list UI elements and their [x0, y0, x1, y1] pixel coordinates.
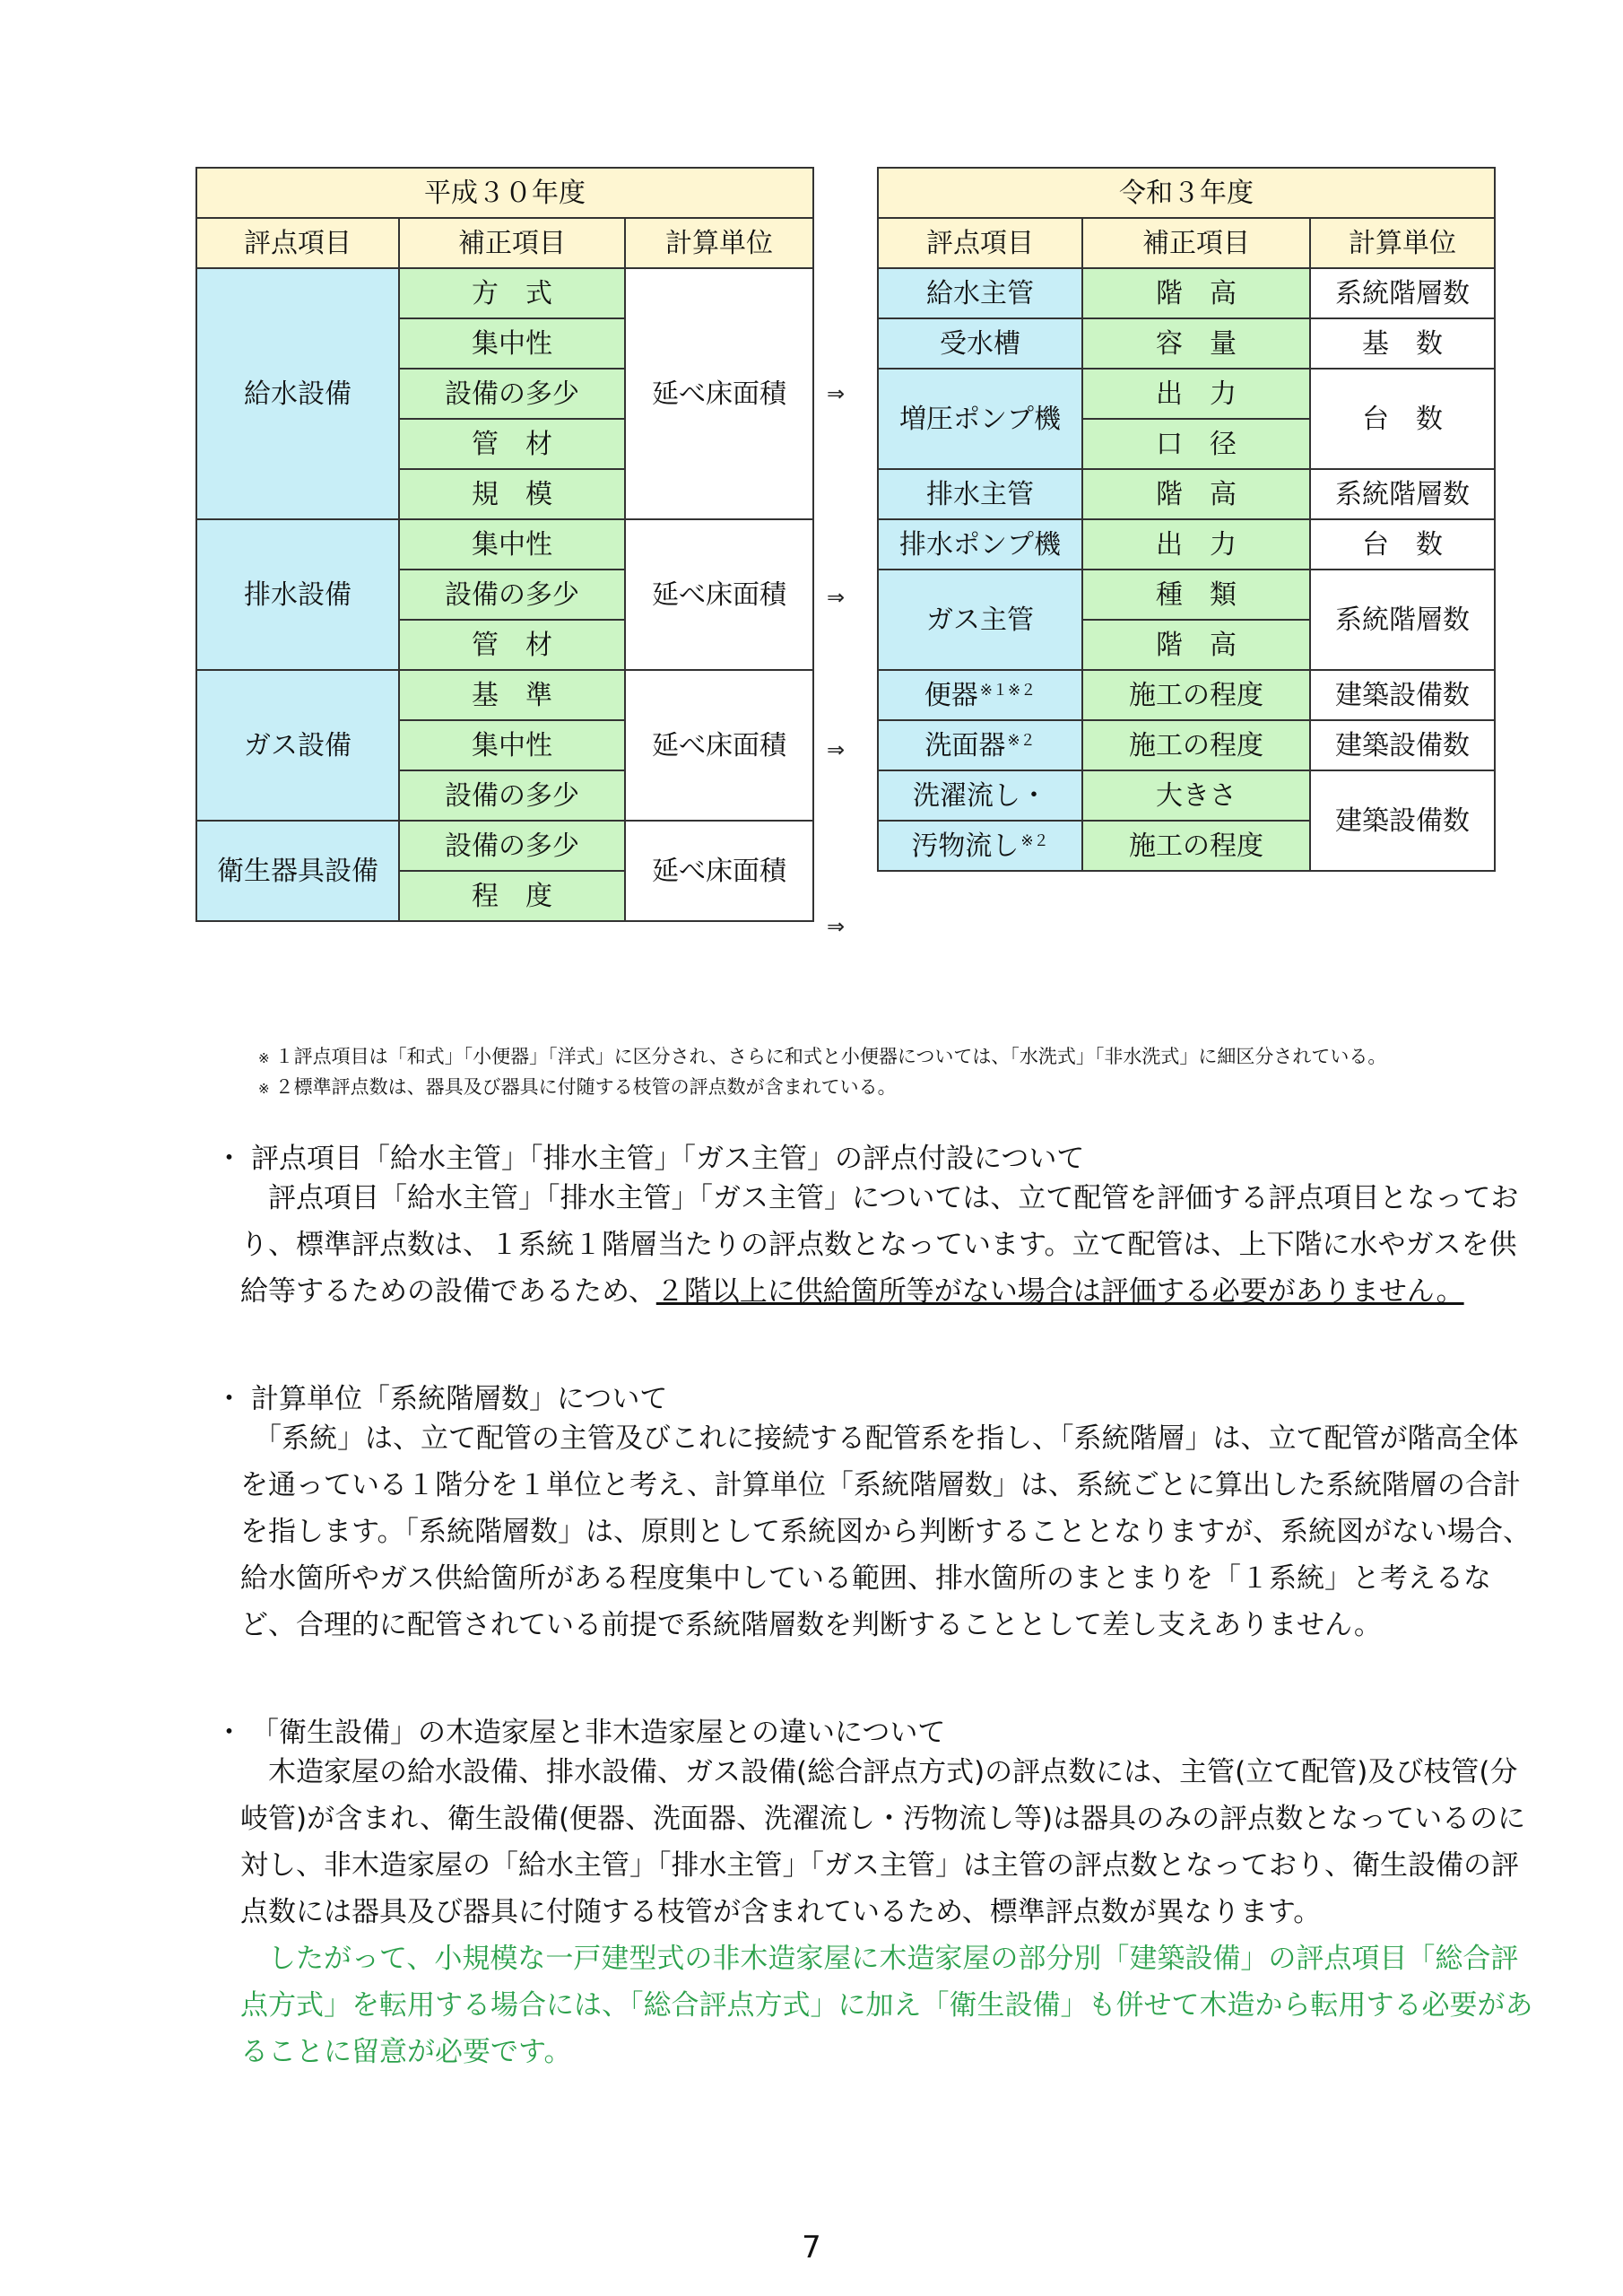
corr-cell: 出 力 [1082, 369, 1310, 419]
body-text: 「系統」は、立て配管の主管及びこれに接続する配管系を指し、「系統階層」は、立て配管が階高全体を通っている１階分を１単位と考え、計算単位「系統階層数」は、系統ごとに算出した系統階層の合計を指します。「系統階層数」は、原則として系統図から判断することとなりますが、系統図がない場合、給水箇所やガス供給箇所がある程度集中している範囲、排水箇所のまとまりを「１系統」と考えるなど、合理的に配管されている前提で系統階層数を判断することとして差し支えありません。 [240, 1422, 1532, 1641]
unit-cell: 延べ床面積 [625, 821, 813, 921]
heading-text: 「衛生設備」の木造家屋と非木造家屋との違いについて [251, 1717, 946, 1749]
body-text: 木造家屋の給水設備、排水設備、ガス設備(総合評点方式)の評点数には、主管(立て配管)及び枝管(分岐管)が含まれ、衛生設備(便器、洗面器、洗濯流し・汚物流し等)は器具のみの評点数となっているのに対し、非木造家屋の「給水主管」「排水主管」「ガス主管」は主管の評点数となっており、衛生設備の評点数には器具及び器具に付随する枝管が含まれているため、標準評点数が異なります。 [240, 1756, 1526, 1928]
arrow-icon: ⇒ [827, 381, 844, 406]
bullet-icon: ・ [215, 1717, 243, 1749]
corr-cell: 設備の多少 [399, 570, 625, 620]
header-unit: 計算単位 [625, 218, 813, 268]
table-h30-title: 平成３０年度 [196, 168, 813, 218]
header-unit: 計算単位 [1310, 218, 1495, 268]
underlined-text: ２階以上に供給箇所等がない場合は評価する必要がありません。 [655, 1275, 1464, 1308]
header-correction: 補正項目 [399, 218, 625, 268]
item-cell: 増圧ポンプ機 [878, 369, 1082, 469]
section-body [240, 1415, 1542, 1648]
corr-cell: 程 度 [399, 871, 625, 921]
corr-cell: 集中性 [399, 720, 625, 770]
header-item: 評点項目 [196, 218, 399, 268]
item-toilet: 便器 [924, 679, 978, 711]
arrow-icon: ⇒ [827, 585, 844, 610]
corr-cell: 設備の多少 [399, 369, 625, 419]
item-cell: 受水槽 [878, 318, 1082, 369]
corr-cell: 階 高 [1082, 268, 1310, 318]
unit-cell: 延べ床面積 [625, 670, 813, 821]
item-basin: 洗面器 [924, 729, 1006, 761]
unit-cell: 延べ床面積 [625, 519, 813, 670]
bullet-icon: ・ [215, 1143, 243, 1175]
page-number: 7 [802, 2230, 821, 2266]
corr-cell: 規 模 [399, 469, 625, 519]
bullet-icon: ・ [215, 1383, 243, 1415]
header-correction: 補正項目 [1082, 218, 1310, 268]
item-sink: 汚物流し [911, 830, 1020, 862]
corr-cell: 階 高 [1082, 469, 1310, 519]
item-cell: 排水主管 [878, 469, 1082, 519]
table-r3 [877, 167, 1496, 872]
footnote-text: １評点項目は「和式」「小便器」「洋式」に区分され、さらに和式と小便器については、「水洗式」「非水洗式」に細区分されている。 [274, 1046, 1387, 1067]
corr-cell: 容 量 [1082, 318, 1310, 369]
item-water: 給水設備 [196, 268, 399, 519]
corr-cell: 基 準 [399, 670, 625, 720]
corr-cell: 方 式 [399, 268, 625, 318]
heading-text: 評点項目「給水主管」「排水主管」「ガス主管」の評点付設について [251, 1143, 1085, 1175]
footnote-text: ２標準評点数は、器具及び器具に付随する枝管の評点数が含まれている。 [274, 1076, 897, 1098]
footnote-mark: ※２ [1020, 831, 1049, 850]
footnote-mark: ※２ [1007, 731, 1036, 750]
footnote [258, 1073, 897, 1100]
highlight-paragraph [240, 1935, 1542, 2075]
section-heading [215, 1135, 1084, 1176]
unit-cell: 建築設備数 [1310, 720, 1495, 770]
item-cell: 排水ポンプ機 [878, 519, 1082, 570]
body-text: 評点項目「給水主管」「排水主管」「ガス主管」については、立て配管を評価する評点項目となっており、標準評点数は、１系統１階層当たりの評点数となっています。立て配管は、上下階に水やガスを供給等するための設備であるため、 [240, 1182, 1519, 1308]
corr-cell: 集中性 [399, 519, 625, 570]
corr-cell: 管 材 [399, 620, 625, 670]
item-cell: 洗濯流し・ [878, 770, 1082, 821]
unit-cell: 建築設備数 [1310, 670, 1495, 720]
corr-cell: 施工の程度 [1082, 720, 1310, 770]
corr-cell: 施工の程度 [1082, 821, 1310, 871]
item-cell: 給水主管 [878, 268, 1082, 318]
unit-cell: 系統階層数 [1310, 469, 1495, 519]
unit-cell: 系統階層数 [1310, 570, 1495, 670]
table-r3-title: 令和３年度 [878, 168, 1495, 218]
item-cell: ガス主管 [878, 570, 1082, 670]
item-gas: ガス設備 [196, 670, 399, 821]
item-drain: 排水設備 [196, 519, 399, 670]
footnote-mark: ※ [258, 1050, 270, 1066]
corr-cell: 口 径 [1082, 419, 1310, 469]
arrow-icon: ⇒ [827, 914, 844, 939]
corr-cell: 管 材 [399, 419, 625, 469]
corr-cell: 施工の程度 [1082, 670, 1310, 720]
corr-cell: 大きさ [1082, 770, 1310, 821]
item-cell [878, 821, 1082, 871]
arrow-icon: ⇒ [827, 737, 844, 762]
table-h30 [195, 167, 814, 922]
unit-cell: 基 数 [1310, 318, 1495, 369]
heading-text: 計算単位「系統階層数」について [251, 1383, 668, 1415]
corr-cell: 出 力 [1082, 519, 1310, 570]
corr-cell: 設備の多少 [399, 821, 625, 871]
unit-cell: 建築設備数 [1310, 770, 1495, 871]
section-body [240, 1175, 1542, 1315]
footnote-mark: ※１※２ [979, 681, 1037, 700]
item-cell [878, 720, 1082, 770]
footnote [258, 1042, 1386, 1069]
section-body [240, 1749, 1542, 1935]
corr-cell: 種 類 [1082, 570, 1310, 620]
unit-cell: 系統階層数 [1310, 268, 1495, 318]
unit-cell: 台 数 [1310, 369, 1495, 469]
unit-cell: 延べ床面積 [625, 268, 813, 519]
corr-cell: 階 高 [1082, 620, 1310, 670]
highlight-text: したがって、小規模な一戸建型式の非木造家屋に木造家屋の部分別「建築設備」の評点項目「総合評点方式」を転用する場合には、「総合評点方式」に加え「衛生設備」も併せて木造から転用する必要があることに留意が必要です。 [240, 1943, 1533, 2068]
section-heading [215, 1709, 945, 1750]
section-heading [215, 1376, 667, 1416]
corr-cell: 集中性 [399, 318, 625, 369]
footnote-mark: ※ [258, 1081, 270, 1097]
header-item: 評点項目 [878, 218, 1082, 268]
corr-cell: 設備の多少 [399, 770, 625, 821]
item-sanitary: 衛生器具設備 [196, 821, 399, 921]
item-cell [878, 670, 1082, 720]
unit-cell: 台 数 [1310, 519, 1495, 570]
